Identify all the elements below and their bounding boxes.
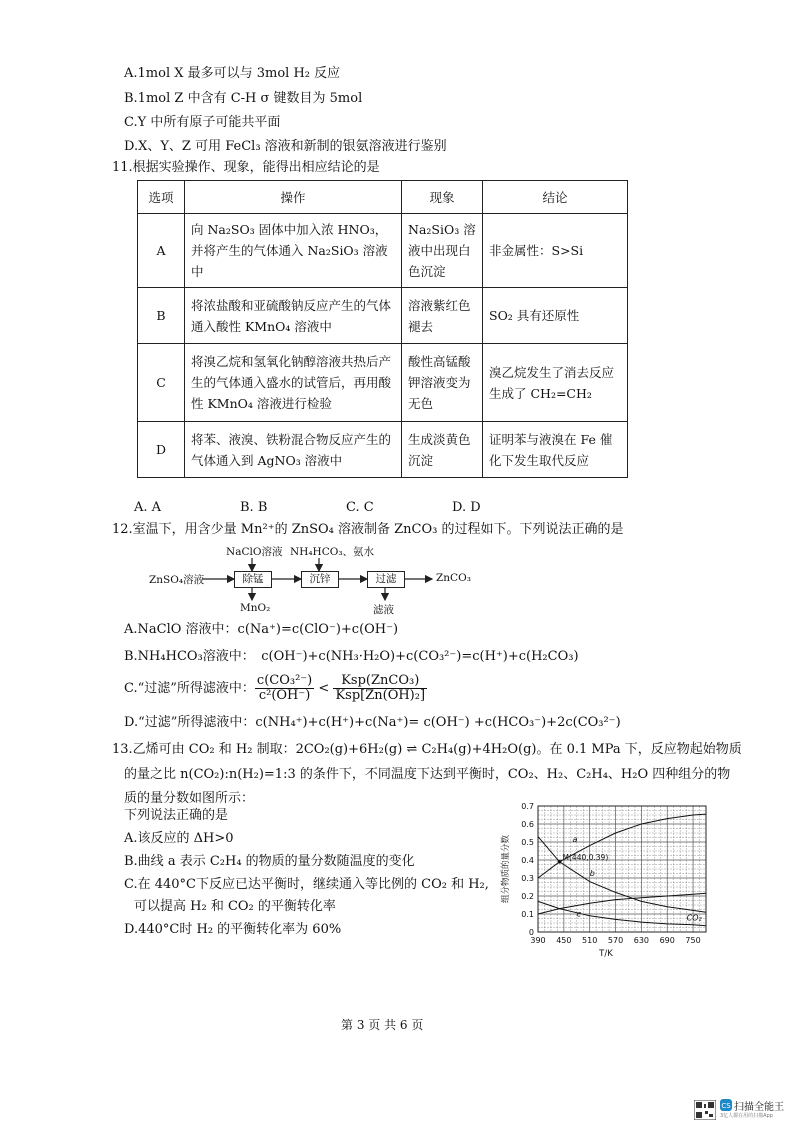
x-axis-label: T/K — [599, 949, 613, 959]
row-conclusion: 非金属性：S>Si — [483, 214, 628, 288]
q10-option-b: B.1mol Z 中含有 C-H σ 键数目为 5mol — [124, 91, 363, 106]
row-conclusion: 溴乙烷发生了消去反应生成了 CH₂=CH₂ — [483, 344, 628, 422]
q13-line-3: 质的量分数如图所示： — [124, 791, 255, 806]
header-option: 选项 — [138, 181, 185, 214]
flow-step-filter: 过滤 — [367, 571, 405, 588]
x-tick-label: 510 — [582, 936, 598, 945]
x-tick-label: 390 — [530, 936, 546, 945]
q13-line-1: 13.乙烯可由 CO₂ 和 H₂ 制取：2CO₂(g)+6H₂(g) ⇌ C₂H₄(g)+4H₂O(g)。在 0.1 MPa 下，反应物起始物质 — [112, 742, 742, 757]
series-label: a — [572, 835, 578, 844]
q13-line-2: 的量之比 n(CO₂):n(H₂)=1:3 的条件下，不同温度下达到平衡时，CO₂、H₂、C₂H₄、H₂O 四种组分的物 — [124, 767, 731, 782]
row-operation: 向 Na₂SO₃ 固体中加入浓 HNO₃，并将产生的气体通入 Na₂SiO₃ 溶液中 — [185, 214, 402, 288]
row-phenomenon: 生成淡黄色沉淀 — [402, 422, 483, 478]
row-operation: 将溴乙烷和氢氧化钠醇溶液共热后产生的气体通入盛水的试管后，再用酸性 KMnO₄ 溶液进行检验 — [185, 344, 402, 422]
watermark-slogan: 3亿人都在用的扫描App — [720, 1113, 773, 1119]
q13-ask: 下列说法正确的是 — [124, 808, 229, 823]
chart-axes — [500, 802, 706, 959]
x-tick-label: 690 — [659, 936, 675, 945]
q13-option-d: D.440°C时 H₂ 的平衡转化率为 60% — [124, 922, 342, 937]
q13-option-c-line1: C.在 440°C下反应已达平衡时，继续通入等比例的 CO₂ 和 H₂, — [124, 877, 489, 892]
row-option: D — [138, 422, 185, 478]
scanner-app-icon — [720, 1099, 732, 1111]
row-phenomenon: 溶液紫红色褪去 — [402, 288, 483, 344]
row-phenomenon: 酸性高锰酸钾溶液变为无色 — [402, 344, 483, 422]
flow-step-precipitate-zn: 沉锌 — [301, 571, 339, 588]
flow-step-remove-mn: 除锰 — [234, 571, 272, 588]
y-tick-label: 0.5 — [521, 838, 534, 847]
row-option: A — [138, 214, 185, 288]
q13-option-a: A.该反应的 ΔH>0 — [124, 831, 234, 846]
qr-code-icon — [694, 1100, 716, 1120]
row-option: B — [138, 288, 185, 344]
q12-option-b: B.NH₄HCO₃溶液中： c(OH⁻)+c(NH₃·H₂O)+c(CO₃²⁻)=c(H⁺)+c(H₂CO₃) — [124, 649, 579, 664]
q11-answer-c: C. C — [346, 500, 374, 515]
q12-stem: 12.室温下，用含少量 Mn²⁺的 ZnSO₄ 溶液制备 ZnCO₃ 的过程如下。下列说法正确的是 — [112, 522, 624, 537]
header-conclusion: 结论 — [483, 181, 628, 214]
fraction-numerator: c(CO₃²⁻) — [256, 673, 313, 688]
q11-stem: 11.根据实验操作、现象，能得出相应结论的是 — [112, 160, 380, 175]
flow-input-naclo: NaClO溶液 — [226, 546, 283, 558]
series-label: b — [589, 869, 595, 879]
chart-grid — [538, 806, 706, 932]
y-tick-label: 0.4 — [521, 856, 534, 865]
y-tick-label: 0.1 — [521, 910, 534, 919]
q10-option-c: C.Y 中所有原子可能共平面 — [124, 115, 281, 130]
y-axis-label: 组分物质的量分数 — [501, 834, 511, 904]
header-operation: 操作 — [185, 181, 402, 214]
equilibrium-chart — [498, 798, 728, 968]
q13-option-b: B.曲线 a 表示 C₂H₄ 的物质的量分数随温度的变化 — [124, 854, 415, 869]
fraction-left — [255, 674, 314, 703]
y-tick-label: 0.6 — [521, 820, 534, 829]
svg-text:CS: CS — [721, 1102, 731, 1110]
less-than-sign: < — [318, 681, 330, 696]
series-label: CO₂ — [686, 913, 702, 923]
series-label: c — [576, 909, 582, 919]
row-operation: 将浓盐酸和亚硫酸钠反应产生的气体通入酸性 KMnO₄ 溶液中 — [185, 288, 402, 344]
q12-option-d: D.“过滤”所得滤液中：c(NH₄⁺)+c(H⁺)+c(Na⁺)= c(OH⁻) +c(HCO₃⁻)+2c(CO₃²⁻) — [124, 715, 621, 730]
q11-answer-b: B. B — [240, 500, 268, 515]
flow-end: ZnCO₃ — [436, 572, 471, 584]
q10-option-d: D.X、Y、Z 可用 FeCl₃ 溶液和新制的银氨溶液进行鉴别 — [124, 139, 447, 154]
point-m-label: M(440,0.39) — [562, 852, 609, 862]
flow-output-mno2: MnO₂ — [240, 602, 271, 614]
row-conclusion: 证明苯与液溴在 Fe 催化下发生取代反应 — [483, 422, 628, 478]
y-tick-label: 0.2 — [521, 892, 534, 901]
q12-option-a: A.NaClO 溶液中：c(Na⁺)=c(ClO⁻)+c(OH⁻) — [124, 622, 399, 637]
page-number: 第 3 页 共 6 页 — [341, 1018, 424, 1032]
flow-start: ZnSO₄溶液 — [149, 574, 205, 586]
row-operation: 将苯、液溴、铁粉混合物反应产生的气体通入到 AgNO₃ 溶液中 — [185, 422, 402, 478]
q10-option-a: A.1mol X 最多可以与 3mol H₂ 反应 — [124, 66, 341, 81]
point-m-marker — [558, 860, 562, 864]
q11-answer-d: D. D — [452, 500, 481, 515]
y-tick-label: 0.3 — [521, 874, 534, 883]
x-tick-label: 630 — [633, 936, 650, 945]
y-tick-label: 0.7 — [521, 802, 534, 811]
fraction-denominator: Ksp[Zn(OH)₂] — [335, 688, 426, 703]
header-phenomenon: 现象 — [402, 181, 483, 214]
q13-option-c-line2: 可以提高 H₂ 和 CO₂ 的平衡转化率 — [134, 899, 336, 914]
fraction-denominator: c²(OH⁻) — [258, 688, 311, 703]
watermark-brand: 扫描全能王 — [734, 1102, 784, 1113]
row-phenomenon: Na₂SiO₃ 溶液中出现白色沉淀 — [402, 214, 483, 288]
row-conclusion: SO₂ 具有还原性 — [483, 288, 628, 344]
flow-output-filtrate: 滤液 — [373, 604, 394, 616]
fraction-numerator: Ksp(ZnCO₃) — [333, 674, 427, 689]
x-tick-label: 570 — [607, 936, 624, 945]
x-tick-label: 750 — [685, 936, 701, 945]
chart-labels — [558, 835, 703, 922]
q11-answer-a: A. A — [134, 500, 162, 515]
q12-option-c — [124, 673, 427, 705]
fraction-right — [333, 674, 427, 703]
y-tick-label: 0 — [528, 928, 534, 937]
q12-option-c-prefix: C.“过滤”所得滤液中： — [124, 681, 255, 696]
x-tick-label: 450 — [556, 936, 572, 945]
flow-input-nh4hco3: NH₄HCO₃、氨水 — [290, 546, 375, 558]
row-option: C — [138, 344, 185, 422]
